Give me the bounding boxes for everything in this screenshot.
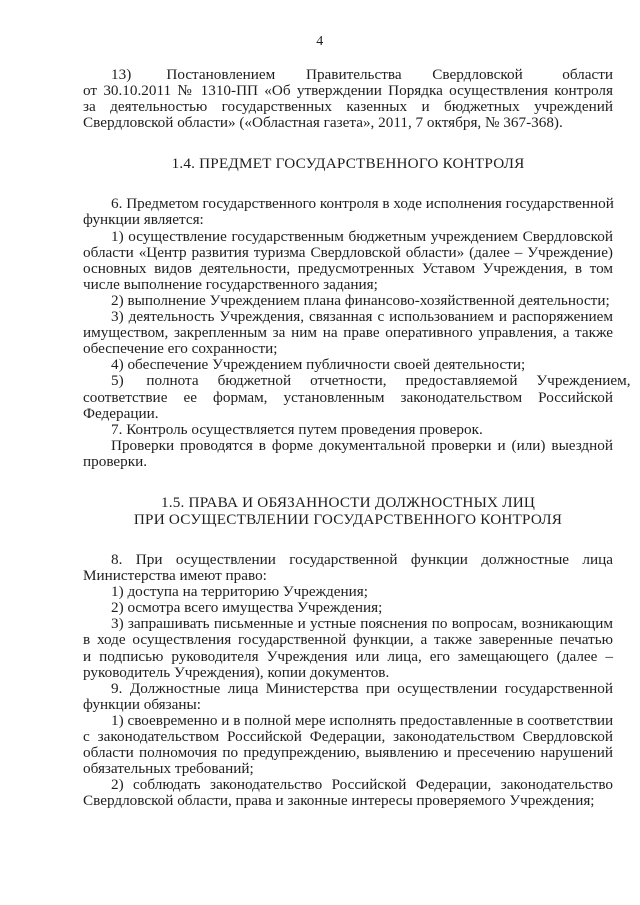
text-line: Свердловской области» («Областная газета», 2011, 7 октября, № 367-368). [83,114,563,132]
spacer [83,131,613,155]
text-line: Проверки проводятся в форме документальной проверки и (или) выездной [111,436,613,454]
text-line: 1) доступа на территорию Учреждения; [111,583,368,601]
text-line: 8. При осуществлении государственной функции должностные лица [111,550,613,568]
document-body [83,66,631,810]
text-line: основных видов деятельности, предусмотренных Уставом Учреждения, в том [83,259,613,277]
text-line: 2) выполнение Учреждением плана финансово-хозяйственной деятельности; [111,291,610,309]
text-line: области полномочия по предупреждению, выявлению и пресечению нарушений [83,744,613,762]
text-line: 13) Постановлением Правительства Свердловской области [111,66,613,83]
text-line: 4) обеспечение Учреждением публичности своей деятельности; [111,356,526,374]
text-line: числе выполнение государственного задания; [83,275,378,293]
spacer [83,470,613,494]
text-line: 5) полнота бюджетной отчетности, предоставляемой Учреждением, [111,372,631,390]
text-line: за деятельностью государственных казенных и бюджетных учреждений [83,98,613,116]
text-line: Свердловской области, права и законные интересы проверяемого Учреждения; [83,792,595,810]
text-line: с законодательством Российской Федерации, законодательством Свердловской [83,728,613,745]
text-line: имуществом, закрепленным за ним на праве оперативного управления, а также [83,324,613,342]
text-line: проверки. [83,452,148,470]
text-line: 1) осуществление государственным бюджетным учреждением Свердловской [111,227,613,245]
text-line: и подписью руководителя Учреждения или лица, его замещающего (далее – [83,647,613,665]
text-line: 9. Должностные лица Министерства при осуществлении государственной [111,679,613,697]
spacer [83,528,613,552]
spacer [83,172,613,196]
text-line: функции является: [83,211,204,229]
text-line: 6. Предметом государственного контроля в ходе исполнения государственной [111,195,614,213]
text-line: Федерации. [83,404,159,422]
page-number: 4 [316,34,324,49]
text-line: 2) осмотра всего имущества Учреждения; [111,599,383,617]
text-line: в ходе осуществления государственной функции, а также заверенные печатью [83,631,613,649]
text-line: области «Центр развития туризма Свердловской области» (далее – Учреждение) [83,243,613,261]
text-line: руководитель Учреждения), копии документов. [83,663,390,681]
section-heading: 1.5. ПРАВА И ОБЯЗАННОСТИ ДОЛЖНОСТНЫХ ЛИЦ [160,493,536,511]
section-heading: ПРИ ОСУЩЕСТВЛЕНИИ ГОСУДАРСТВЕННОГО КОНТРОЛЯ [133,510,563,528]
text-line: функции обязаны: [83,695,201,713]
text-line: 3) деятельность Учреждения, связанная с использованием и распоряжением [111,308,613,326]
text-line: от 30.10.2011 № 1310-ПП «Об утверждении Порядка осуществления контроля [83,82,613,100]
text-line: 2) соблюдать законодательство Российской Федерации, законодательство [111,776,613,794]
text-line: соответствие ее формам, установленным законодательством Российской [83,388,613,406]
text-line: обязательных требований; [83,760,254,778]
text-line: 7. Контроль осуществляется путем проведения проверок. [111,420,483,438]
text-line: Министерства имеют право: [83,567,267,585]
text-line: 3) запрашивать письменные и устные пояснения по вопросам, возникающим [111,615,613,633]
text-line: обеспечение его сохранности; [83,340,278,358]
text-line: 1) своевременно и в полной мере исполнять предоставленные в соответствии [111,711,614,729]
section-heading: 1.4. ПРЕДМЕТ ГОСУДАРСТВЕННОГО КОНТРОЛЯ [171,155,525,173]
